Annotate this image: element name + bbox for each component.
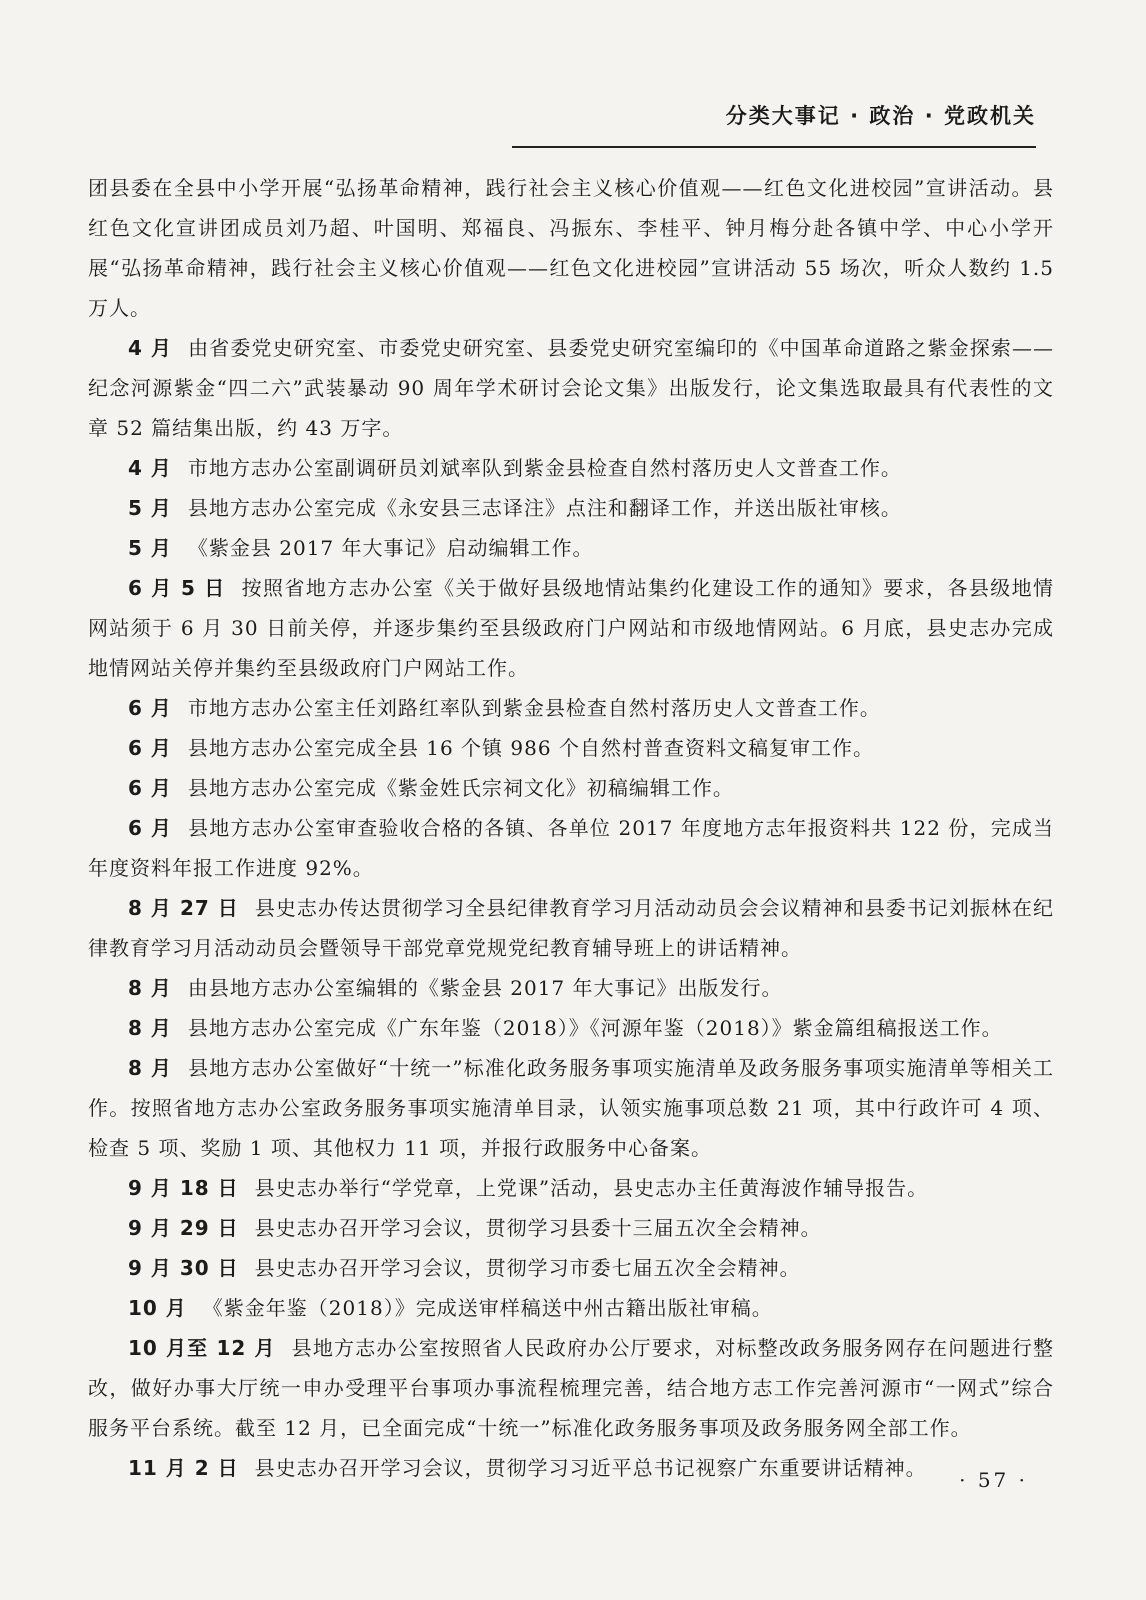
page-body: [88, 168, 1054, 1488]
entry-text: 由省委党史研究室、市委党史研究室、县委党史研究室编印的《中国革命道路之紫金探索——纪念河源紫金“四二六”武装暴动 90 周年学术研讨会论文集》出版发行，论文集选取最具有代表性的文章 52 篇结集出版，约 43 万字。: [88, 336, 1055, 440]
entry-date: 4 月: [128, 336, 173, 360]
entry-date: 9 月 18 日: [128, 1176, 239, 1200]
entry-text: 县地方志办公室做好“十统一”标准化政务服务事项实施清单及政务服务事项实施清单等相关工作。按照省地方志办公室政务服务事项实施清单目录，认领实施事项总数 21 项，其中行政许可 4 项、检查 5 项、奖励 1 项、其他权力 11 项，并报行政服务中心备案。: [88, 1056, 1054, 1160]
entry-text: 县地方志办公室完成全县 16 个镇 986 个自然村普查资料文稿复审工作。: [187, 736, 874, 760]
entry-date: 4 月: [128, 456, 172, 480]
chronicle-entry: [88, 1288, 1054, 1328]
running-header: 分类大事记 · 政治 · 党政机关: [725, 104, 1036, 128]
page-number: · 57 ·: [959, 1468, 1028, 1492]
entry-text: 县地方志办公室审查验收合格的各镇、各单位 2017 年度地方志年报资料共 122 份，完成当年度资料年报工作进度 92%。: [88, 816, 1054, 880]
chronicle-entry: [88, 1328, 1054, 1448]
chronicle-entry: [88, 448, 1054, 488]
chronicle-entry: [88, 728, 1054, 768]
chronicle-entry: [88, 808, 1054, 888]
chronicle-entry: [88, 328, 1054, 448]
chronicle-entry: [88, 568, 1054, 688]
chronicle-entry: [88, 1168, 1054, 1208]
entry-date: 10 月至 12 月: [128, 1336, 276, 1360]
entry-list: [88, 328, 1054, 1488]
chronicle-entry: [88, 1208, 1054, 1248]
entry-text: 县史志办举行“学党章，上党课”活动，县史志办主任黄海波作辅导报告。: [254, 1176, 929, 1200]
entry-date: 6 月 5 日: [128, 576, 226, 600]
entry-text: 《紫金年鉴（2018）》完成送审样稿送中州古籍出版社审稿。: [202, 1296, 773, 1320]
entry-date: 5 月: [128, 496, 172, 520]
chronicle-entry: [88, 488, 1054, 528]
continuation-paragraph: 团县委在全县中小学开展“弘扬革命精神，践行社会主义核心价值观——红色文化进校园”宣讲活动。县红色文化宣讲团成员刘乃超、叶国明、郑福良、冯振东、李桂平、钟月梅分赴各镇中学、中心小学开展“弘扬革命精神，践行社会主义核心价值观——红色文化进校园”宣讲活动 55 场次，听众人数约 1.5 万人。: [88, 176, 1054, 320]
entry-text: 县史志办召开学习会议，贯彻学习市委七届五次全会精神。: [254, 1256, 801, 1280]
entry-text: 县地方志办公室按照省人民政府办公厅要求，对标整改政务服务网存在问题进行整改，做好办事大厅统一申办受理平台事项办事流程梳理完善，结合地方志工作完善河源市“一网式”综合服务平台系统。截至 12 月，已全面完成“十统一”标准化政务服务事项及政务服务网全部工作。: [88, 1336, 1055, 1440]
entry-date: 6 月: [128, 776, 172, 800]
entry-text: 《紫金县 2017 年大事记》启动编辑工作。: [187, 536, 594, 560]
entry-text: 县地方志办公室完成《广东年鉴（2018）》《河源年鉴（2018）》紫金篇组稿报送工作。: [187, 1016, 1003, 1040]
entry-date: 8 月: [128, 1016, 172, 1040]
entry-text: 县史志办召开学习会议，贯彻学习县委十三届五次全会精神。: [254, 1216, 822, 1240]
entry-text: 由县地方志办公室编辑的《紫金县 2017 年大事记》出版发行。: [187, 976, 783, 1000]
entry-date: 8 月: [128, 976, 172, 1000]
entry-text: 县史志办召开学习会议，贯彻学习习近平总书记视察广东重要讲话精神。: [254, 1456, 927, 1480]
chronicle-entry: [88, 688, 1054, 728]
entry-text: 县史志办传达贯彻学习全县纪律教育学习月活动动员会会议精神和县委书记刘振林在纪律教育学习月活动动员会暨领导干部党章党规党纪教育辅导班上的讲话精神。: [88, 896, 1055, 960]
chronicle-entry: [88, 528, 1054, 568]
entry-text: 市地方志办公室副调研员刘斌率队到紫金县检查自然村落历史人文普查工作。: [187, 456, 902, 480]
chronicle-entry: [88, 888, 1054, 968]
header-rule: [512, 146, 1036, 148]
entry-text: 县地方志办公室完成《永安县三志译注》点注和翻译工作，并送出版社审核。: [187, 496, 902, 520]
chronicle-entry: [88, 1448, 1054, 1488]
chronicle-entry: [88, 1048, 1054, 1168]
chronicle-entry: [88, 768, 1054, 808]
chronicle-entry: [88, 968, 1054, 1008]
entry-date: 9 月 30 日: [128, 1256, 239, 1280]
entry-date: 8 月: [128, 1056, 173, 1080]
entry-text: 市地方志办公室主任刘路红率队到紫金县检查自然村落历史人文普查工作。: [187, 696, 881, 720]
chronicle-entry: [88, 1008, 1054, 1048]
entry-date: 6 月: [128, 736, 172, 760]
entry-date: 9 月 29 日: [128, 1216, 239, 1240]
entry-date: 11 月 2 日: [128, 1456, 239, 1480]
entry-text: 县地方志办公室完成《紫金姓氏宗祠文化》初稿编辑工作。: [187, 776, 734, 800]
entry-date: 5 月: [128, 536, 172, 560]
entry-date: 6 月: [128, 816, 173, 840]
chronicle-entry: [88, 1248, 1054, 1288]
entry-date: 6 月: [128, 696, 172, 720]
entry-text: 按照省地方志办公室《关于做好县级地情站集约化建设工作的通知》要求，各县级地情网站须于 6 月 30 日前关停，并逐步集约至县级政府门户网站和市级地情网站。6 月底，县史志办完成地情网站关停并集约至县级政府门户网站工作。: [88, 576, 1055, 680]
entry-date: 10 月: [128, 1296, 187, 1320]
entry-date: 8 月 27 日: [128, 896, 239, 920]
